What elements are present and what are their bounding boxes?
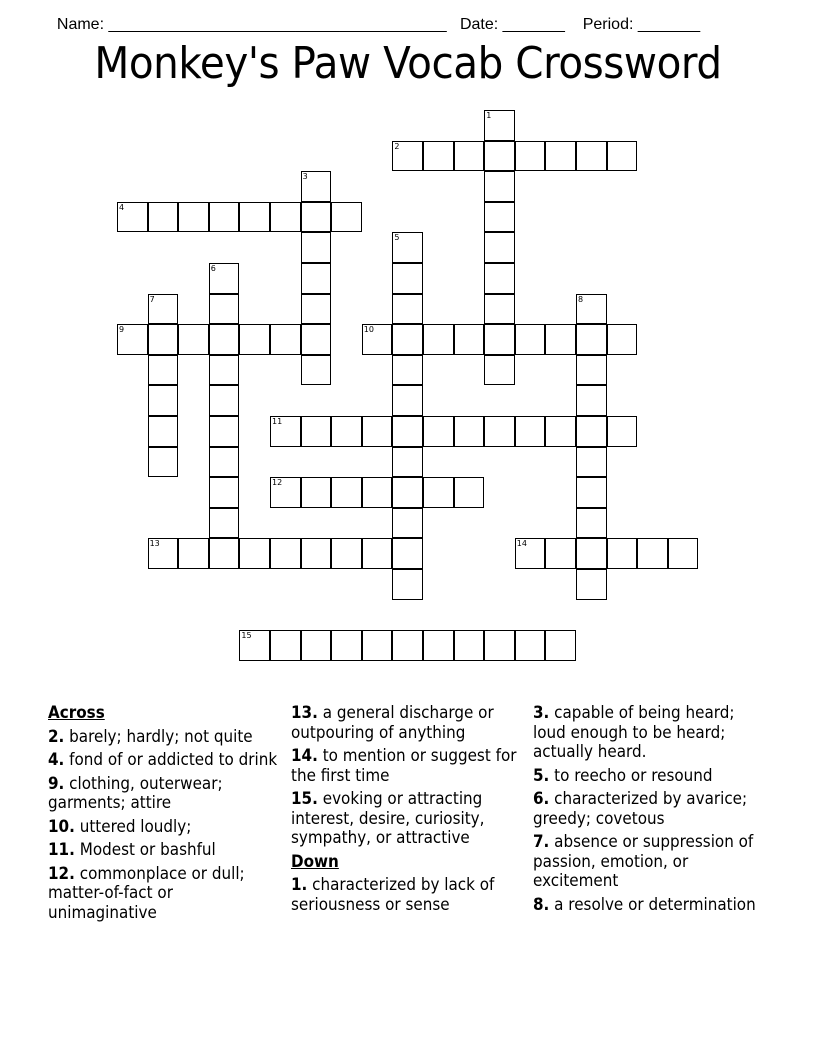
grid-cell[interactable] bbox=[484, 171, 515, 202]
header bbox=[48, 0, 700, 34]
clue-down-7: 7. absence or suppression of passion, emotion, or excitement bbox=[533, 832, 754, 890]
clue-across-14: 14. to mention or suggest for the first time bbox=[291, 746, 517, 785]
grid-cell[interactable] bbox=[576, 324, 607, 355]
grid-cell[interactable] bbox=[484, 263, 515, 294]
grid-cell[interactable] bbox=[392, 385, 423, 416]
grid-cell[interactable] bbox=[484, 141, 515, 172]
grid-cell[interactable] bbox=[607, 324, 638, 355]
grid-cell[interactable] bbox=[117, 202, 148, 233]
grid-cell[interactable] bbox=[331, 477, 362, 508]
grid-cell[interactable] bbox=[362, 538, 393, 569]
grid-cell[interactable] bbox=[270, 202, 301, 233]
grid-cell[interactable] bbox=[545, 141, 576, 172]
clue-number: 14 bbox=[516, 539, 527, 549]
grid-cell[interactable] bbox=[423, 141, 454, 172]
grid-cell[interactable] bbox=[576, 141, 607, 172]
grid-cell[interactable] bbox=[209, 447, 240, 478]
grid-cell[interactable] bbox=[178, 202, 209, 233]
grid-cell[interactable] bbox=[484, 355, 515, 386]
clue-across-15: 15. evoking or attracting interest, desire, curiosity, sympathy, or attractive bbox=[291, 789, 485, 847]
grid-cell[interactable] bbox=[209, 324, 240, 355]
grid-cell[interactable] bbox=[515, 538, 546, 569]
grid-cell[interactable] bbox=[454, 416, 485, 447]
grid-cell[interactable] bbox=[148, 355, 179, 386]
clue-across-9: 9. clothing, outerwear; garments; attire bbox=[48, 773, 223, 812]
down-heading: Down bbox=[291, 851, 339, 871]
grid-cell[interactable] bbox=[576, 447, 607, 478]
grid-cell[interactable] bbox=[178, 324, 209, 355]
grid-cell[interactable] bbox=[484, 416, 515, 447]
clue-number: 7 bbox=[149, 294, 155, 304]
grid-cell[interactable] bbox=[576, 385, 607, 416]
clue-number: 13 bbox=[149, 539, 160, 549]
grid-cell[interactable] bbox=[545, 630, 576, 661]
grid-cell[interactable] bbox=[392, 630, 423, 661]
grid-cell[interactable] bbox=[576, 538, 607, 569]
clue-across-13: 13. a general discharge or outpouring of anything bbox=[291, 703, 494, 742]
clue-down-8: 8. a resolve or determination bbox=[533, 894, 756, 914]
clue-number: 4 bbox=[119, 202, 125, 212]
grid-cell[interactable] bbox=[484, 630, 515, 661]
grid-cell[interactable] bbox=[362, 630, 393, 661]
clue-number: 15 bbox=[241, 631, 252, 641]
grid-cell[interactable] bbox=[148, 385, 179, 416]
grid-cell[interactable] bbox=[607, 141, 638, 172]
clue-across-2: 2. barely; hardly; not quite bbox=[48, 726, 253, 746]
grid-cell[interactable] bbox=[209, 263, 240, 294]
grid-cell[interactable] bbox=[148, 202, 179, 233]
grid-cell[interactable] bbox=[301, 630, 332, 661]
grid-cell[interactable] bbox=[209, 508, 240, 539]
clue-number: 1 bbox=[486, 111, 492, 120]
grid-cell[interactable] bbox=[392, 538, 423, 569]
grid-cell[interactable] bbox=[270, 416, 301, 447]
grid-cell[interactable] bbox=[392, 324, 423, 355]
period-field[interactable]: Period: _______ bbox=[582, 16, 701, 33]
grid-cell[interactable] bbox=[392, 232, 423, 263]
grid-cell[interactable] bbox=[576, 477, 607, 508]
grid-cell[interactable] bbox=[331, 538, 362, 569]
clue-across-10: 10. uttered loudly; bbox=[48, 816, 192, 836]
grid-cell[interactable] bbox=[454, 477, 485, 508]
grid-cell[interactable] bbox=[454, 630, 485, 661]
grid-cell[interactable] bbox=[301, 355, 332, 386]
grid-cell[interactable] bbox=[301, 324, 332, 355]
date-field[interactable]: Date: _______ bbox=[459, 16, 565, 33]
grid-cell[interactable] bbox=[209, 202, 240, 233]
grid-cell[interactable] bbox=[576, 294, 607, 325]
clue-down-5: 5. to reecho or resound bbox=[533, 765, 713, 785]
grid-cell[interactable] bbox=[331, 630, 362, 661]
grid-cell[interactable] bbox=[301, 538, 332, 569]
grid-cell[interactable] bbox=[209, 477, 240, 508]
grid-cell[interactable] bbox=[301, 294, 332, 325]
clue-down-1: 1. characterized by lack of seriousness or sense bbox=[291, 875, 495, 914]
grid-cell[interactable] bbox=[392, 355, 423, 386]
grid-cell[interactable] bbox=[484, 324, 515, 355]
grid-cell[interactable] bbox=[148, 538, 179, 569]
grid-cell[interactable] bbox=[484, 202, 515, 233]
grid-cell[interactable] bbox=[423, 416, 454, 447]
grid-cell[interactable] bbox=[484, 232, 515, 263]
grid-cell[interactable] bbox=[423, 477, 454, 508]
grid-cell[interactable] bbox=[515, 630, 546, 661]
clue-number: 5 bbox=[394, 233, 400, 243]
grid-cell[interactable] bbox=[362, 324, 393, 355]
grid-cell[interactable] bbox=[362, 477, 393, 508]
grid-cell[interactable] bbox=[484, 110, 515, 141]
clue-number: 2 bbox=[394, 141, 400, 151]
clue-number: 6 bbox=[210, 264, 216, 273]
grid-cell[interactable] bbox=[270, 477, 301, 508]
grid-cell[interactable] bbox=[423, 630, 454, 661]
grid-cell[interactable] bbox=[301, 171, 332, 202]
grid-cell[interactable] bbox=[270, 630, 301, 661]
clue-column-2 bbox=[291, 703, 521, 918]
clue-across-4: 4. fond of or addicted to drink bbox=[48, 750, 278, 769]
grid-cell[interactable] bbox=[392, 141, 423, 172]
clue-down-3: 3. capable of being heard; loud enough to be heard; actually heard. bbox=[533, 703, 735, 761]
grid-cell[interactable] bbox=[576, 416, 607, 447]
grid-cell[interactable] bbox=[331, 416, 362, 447]
grid-cell[interactable] bbox=[239, 202, 270, 233]
clue-number: 3 bbox=[302, 172, 308, 182]
grid-cell[interactable] bbox=[117, 324, 148, 355]
grid-cell[interactable] bbox=[392, 416, 423, 447]
grid-cell[interactable] bbox=[515, 324, 546, 355]
grid-cell[interactable] bbox=[148, 447, 179, 478]
grid-cell[interactable] bbox=[576, 569, 607, 600]
grid-cell[interactable] bbox=[392, 569, 423, 600]
grid-cell[interactable] bbox=[148, 294, 179, 325]
grid-cell[interactable] bbox=[576, 355, 607, 386]
clue-column-3 bbox=[533, 703, 768, 918]
grid-cell[interactable] bbox=[392, 508, 423, 539]
clue-down-6: 6. characterized by avarice; greedy; covetous bbox=[533, 789, 748, 828]
grid-cell[interactable] bbox=[331, 202, 362, 233]
grid-cell[interactable] bbox=[301, 477, 332, 508]
grid-cell[interactable] bbox=[392, 294, 423, 325]
grid-cell[interactable] bbox=[239, 324, 270, 355]
grid-cell[interactable] bbox=[392, 263, 423, 294]
grid-cell[interactable] bbox=[148, 416, 179, 447]
grid-cell[interactable] bbox=[392, 447, 423, 478]
grid-cell[interactable] bbox=[392, 477, 423, 508]
grid-cell[interactable] bbox=[209, 385, 240, 416]
clue-across-11: 11. Modest or bashful bbox=[48, 840, 216, 859]
grid-cell[interactable] bbox=[515, 416, 546, 447]
grid-cell[interactable] bbox=[668, 538, 699, 569]
clue-number: 10 bbox=[363, 325, 374, 335]
grid-cell[interactable] bbox=[576, 508, 607, 539]
clue-column-1 bbox=[48, 703, 278, 926]
grid-cell[interactable] bbox=[454, 141, 485, 172]
clue-number: 8 bbox=[578, 294, 584, 304]
clue-number: 12 bbox=[272, 478, 283, 488]
grid-cell[interactable] bbox=[209, 355, 240, 386]
grid-cell[interactable] bbox=[270, 538, 301, 569]
grid-cell[interactable] bbox=[545, 416, 576, 447]
grid-cell[interactable] bbox=[454, 324, 485, 355]
across-heading: Across bbox=[48, 703, 105, 722]
grid-cell[interactable] bbox=[607, 538, 638, 569]
grid-cell[interactable] bbox=[484, 294, 515, 325]
grid-cell[interactable] bbox=[239, 538, 270, 569]
grid-cell[interactable] bbox=[270, 324, 301, 355]
grid-cell[interactable] bbox=[423, 324, 454, 355]
grid-cell[interactable] bbox=[209, 538, 240, 569]
grid-cell[interactable] bbox=[209, 294, 240, 325]
grid-cell[interactable] bbox=[301, 202, 332, 233]
clue-across-12: 12. commonplace or dull; matter-of-fact or unimaginative bbox=[48, 863, 245, 922]
page-title: Monkey's Paw Vocab Crossword bbox=[94, 38, 722, 89]
grid-cell[interactable] bbox=[545, 324, 576, 355]
clue-number: 11 bbox=[272, 417, 283, 426]
name-field[interactable]: Name: ______________________________________ bbox=[56, 16, 447, 33]
grid-cell[interactable] bbox=[148, 324, 179, 355]
grid-cell[interactable] bbox=[637, 538, 668, 569]
grid-cell[interactable] bbox=[301, 416, 332, 447]
clue-number: 9 bbox=[119, 325, 125, 335]
grid-cell[interactable] bbox=[239, 630, 270, 661]
grid-cell[interactable] bbox=[178, 538, 209, 569]
grid-cell[interactable] bbox=[545, 538, 576, 569]
grid-cell[interactable] bbox=[607, 416, 638, 447]
grid-cell[interactable] bbox=[301, 232, 332, 263]
grid-cell[interactable] bbox=[362, 416, 393, 447]
grid-cell[interactable] bbox=[301, 263, 332, 294]
grid-cell[interactable] bbox=[515, 141, 546, 172]
grid-cell[interactable] bbox=[209, 416, 240, 447]
